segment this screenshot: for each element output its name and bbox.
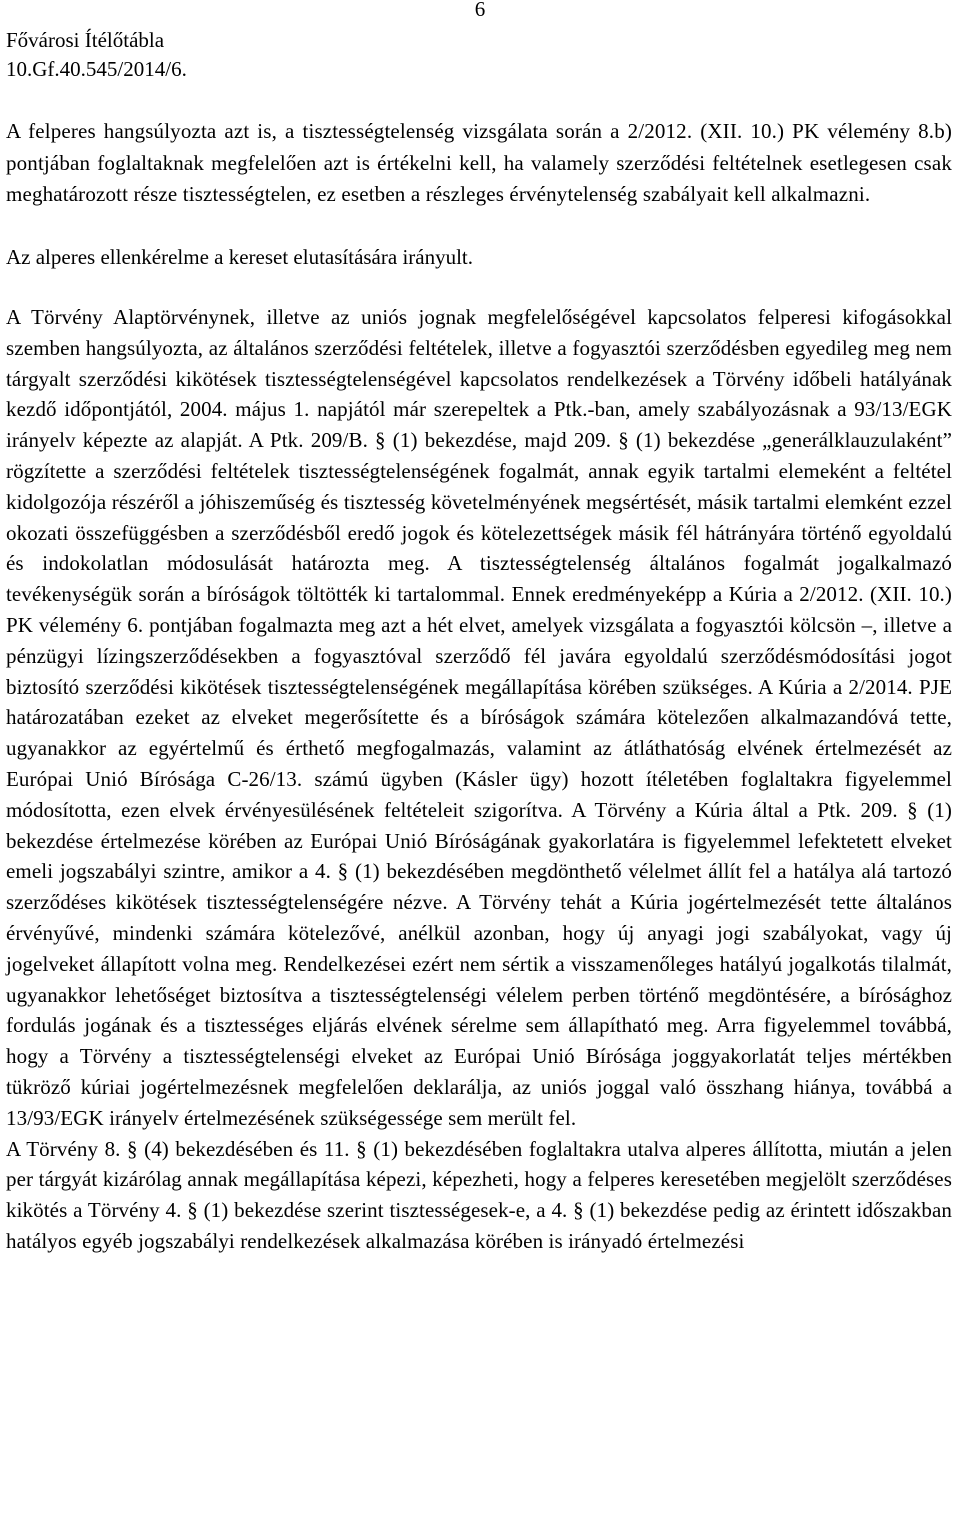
paragraph: Az alperes ellenkérelme a kereset elutasítására irányult. [6,245,474,269]
paragraph: A Törvény Alaptörvénynek, illetve az uniós jognak megfelelőségével kapcsolatos felperesi kifogásokkal szemben hangsúlyozta, az általános szerződési feltételek, illetve a fogyasztói szerződésben egyedileg meg nem tárgyalt szerződési kikötések tisztességtelenségével kapcsolatos rendelkezések a Törvény időbeli hatályának kezdő időpontjától, 2004. május 1. napjától már szerepeltek a Ptk.-ban, amely szabályozásnak a 93/13/EGK irányelv képezte az alapját. A Ptk. 209/B. § (1) bekezdése, majd 209. § (1) bekezdése „generálklauzulaként” rögzítette a szerződési feltételek tisztességtelenségének fogalmát, annak egyik tartalmi elemeként a feltétel kidolgozója részéről a jóhiszeműség és tisztesség követelményének megsértését, másik tartalmi elemként ezzel okozati összefüggésben a szerződésből eredő jogok és kötelezettségek másik fél hátrányára történő egyoldalú és indokolatlan módosulását határozta meg. A tisztességtelenség általános fogalmát jogalkalmazó tevékenységük során a bíróságok töltötték ki tartalommal. Ennek eredményeképp a Kúria a 2/2012. (XII. 10.) PK vélemény 6. pontjában fogalmazta meg azt a hét elvet, amelyek vizsgálata a fogyasztói kölcsön –, illetve a pénzügyi lízingszerződésekben a fogyasztóval szerződő fél javára egyoldalú szerződésmódosítási jogot biztosító szerződési kikötések tisztességtelenségének megállapítása körében szükséges. A Kúria a 2/2014. PJE határozatában ezeket az elveket megerősítette és a bíróságok számára kötelezően alkalmazandóvá tette, ugyanakkor az egyértelmű és érthető megfogalmazás, valamint az átláthatóság elvének értelmezését az Európai Unió Bírósága C-26/13. számú ügyben (Kásler ügy) hozott ítéletében foglaltakra figyelemmel módosította, ezen elvek érvényesülésének feltételeit szigorítva. A Törvény a Kúria által a Ptk. 209. § (1) bekezdése értelmezése körében az Európai Unió Bíróságának gyakorlatára is figyelemmel lefektetett elveket emeli jogszabályi szintre, amikor a 4. § (1) bekezdésében megdönthető vélelmet állít fel a hatálya alá tartozó szerződéses kikötések tisztességtelenségére nézve. A Törvény tehát a Kúria jogértelmezését tette általános érvényűvé, mindenki számára kötelezővé, anélkül azonban, hogy új anyagi jogi szabályokat, vagy új jogelveket állapított volna meg. Rendelkezései ezért nem sértik a visszamenőleges hatályú jogalkotás tilalmát, ugyanakkor lehetőséget biztosítva a tisztességtelenségi vélelem perben történő megdöntésére, a bírósághoz fordulás jogának és a tisztességes eljárás elvének sérelme sem állapítható meg. Arra figyelemmel továbbá, hogy a Törvény a tisztességtelenségi elveket az Európai Unió Bírósága joggyakorlatát teljes mértékben tükröző kúriai jogértelmezésnek megfelelően deklarálja, az uniós joggal való összhang hiánya, továbbá a 13/93/EGK irányelv értelmezésének szükségessége sem merült fel. [6,305,952,1130]
main-text-block [6,302,952,1257]
document-header [6,26,187,84]
page-number: 6 [474,0,486,21]
case-number: 10.Gf.40.545/2014/6. [6,57,187,81]
paragraph: A Törvény 8. § (4) bekezdésében és 11. § (1) bekezdésében foglaltakra utalva alperes állította, miután a jelen per tárgyát kizárólag annak megállapítása képezi, képezheti, hogy a felperes keresetében megjelölt szerződéses kikötés a Törvény 4. § (1) bekezdése szerint tisztességesek-e, a 4. § (1) bekezdése pedig az érintett időszakban hatályos egyéb jogszabályi rendelkezések alkalmazása körében is irányadó értelmezési [6,1136,952,1253]
court-name: Fővárosi Ítélőtábla [6,28,165,52]
paragraph: A felperes hangsúlyozta azt is, a tisztességtelenség vizsgálata során a 2/2012. (XII. 10.) PK vélemény 8.b) pontjában foglaltaknak megfelelően azt is értékelni kell, ha valamely szerződési feltételnek esetlegesen csak meghatározott része tisztességtelen, ez esetben a részleges érvénytelenség szabályait kell alkalmazni. [6,119,952,207]
